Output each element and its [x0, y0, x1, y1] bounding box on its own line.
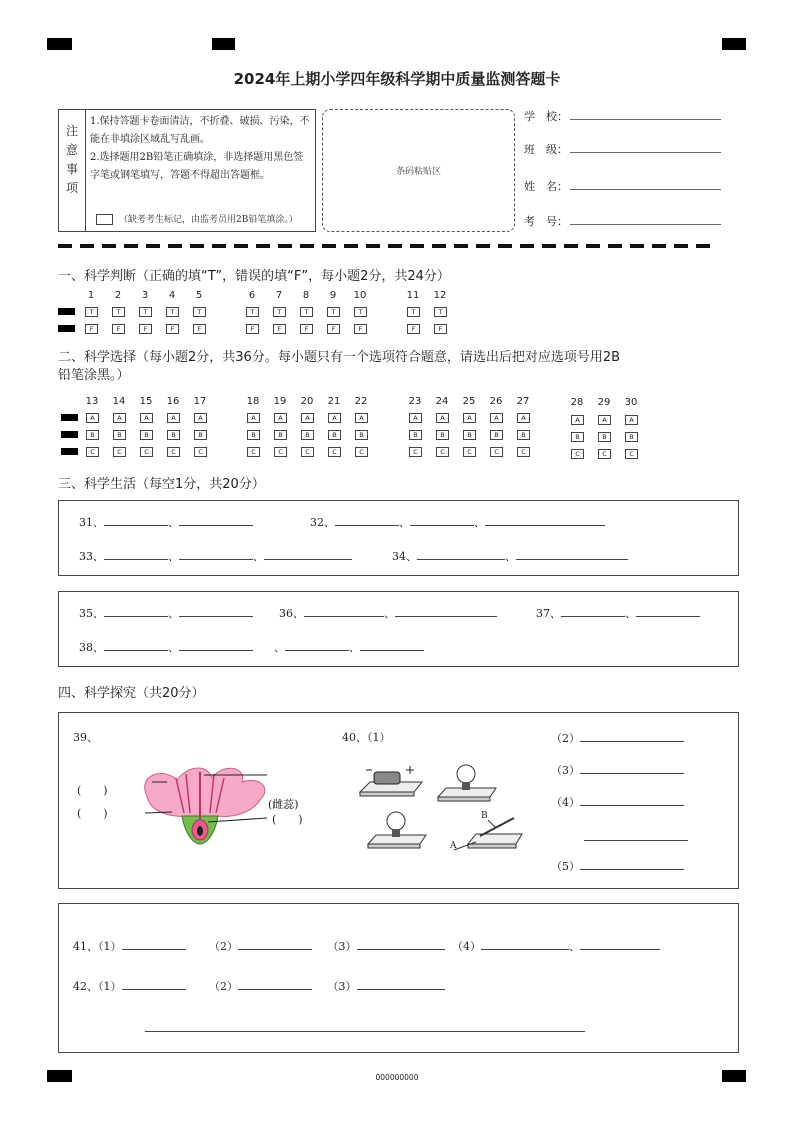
- question-number: 7: [275, 290, 283, 301]
- answer-blank[interactable]: [481, 938, 569, 950]
- option-bubble-f[interactable]: F: [139, 324, 152, 334]
- q41-label: 41、（1）: [73, 940, 122, 953]
- option-bubble-b[interactable]: B: [463, 430, 476, 440]
- separator: 、: [505, 550, 516, 563]
- part-label: （3）: [327, 940, 357, 953]
- option-bubble-c[interactable]: C: [247, 447, 260, 457]
- bulb-icon: [438, 765, 496, 801]
- section-3-title: 三、科学生活（每空1分，共20分）: [58, 477, 265, 492]
- part-label: （2）: [551, 732, 580, 745]
- name-field[interactable]: [524, 178, 568, 194]
- option-bubble-b[interactable]: B: [598, 432, 611, 442]
- option-bubble-f[interactable]: F: [407, 324, 420, 334]
- option-bubble-a[interactable]: A: [247, 413, 260, 423]
- option-bubble-t[interactable]: T: [139, 307, 152, 317]
- option-bubble-c[interactable]: C: [409, 447, 422, 457]
- option-bubble-b[interactable]: B: [167, 430, 180, 440]
- barcode-label: 条码粘贴区: [395, 167, 441, 177]
- answer-blank[interactable]: [561, 605, 625, 617]
- q31-row: [79, 514, 253, 530]
- q34-row: [392, 548, 628, 564]
- row-timing-mark: [61, 448, 78, 455]
- answer-blank[interactable]: [179, 639, 253, 651]
- option-bubble-t[interactable]: T: [434, 307, 447, 317]
- option-bubble-a[interactable]: A: [436, 413, 449, 423]
- separator: 、: [474, 516, 485, 529]
- option-bubble-b[interactable]: B: [86, 430, 99, 440]
- question-number: 17: [193, 396, 207, 407]
- answer-blank[interactable]: [636, 605, 700, 617]
- option-bubble-b[interactable]: B: [355, 430, 368, 440]
- part-label: （5）: [551, 860, 580, 873]
- question-number: 5: [195, 290, 203, 301]
- timing-mark-top-right: [722, 38, 746, 50]
- row-timing-mark: [58, 325, 75, 332]
- answer-blank[interactable]: [179, 514, 253, 526]
- answer-blank[interactable]: [584, 840, 688, 841]
- question-number: 21: [327, 396, 341, 407]
- option-bubble-t[interactable]: T: [112, 307, 125, 317]
- separator: 、: [168, 641, 179, 654]
- answer-blank[interactable]: [104, 639, 168, 651]
- option-bubble-c[interactable]: C: [598, 449, 611, 459]
- switch-icon: [454, 818, 522, 850]
- option-bubble-b[interactable]: B: [517, 430, 530, 440]
- option-bubble-c[interactable]: C: [113, 447, 126, 457]
- question-number: 2: [114, 290, 122, 301]
- answer-blank[interactable]: [485, 514, 605, 526]
- question-number: 23: [408, 396, 422, 407]
- cut-line: [58, 244, 718, 248]
- option-bubble-a[interactable]: A: [598, 415, 611, 425]
- part-label: （2）: [209, 980, 238, 993]
- pistil-label: (雌蕊): [268, 798, 299, 811]
- question-number: 18: [246, 396, 260, 407]
- option-bubble-c[interactable]: C: [86, 447, 99, 457]
- question-number: 22: [354, 396, 368, 407]
- answer-blank[interactable]: [122, 938, 186, 950]
- answer-blank[interactable]: [357, 978, 445, 990]
- q36-row: [279, 605, 497, 621]
- answer-blank[interactable]: [410, 514, 474, 526]
- page-title: 2024年上期小学四年级科学期中质量监测答题卡: [233, 70, 561, 88]
- section-2-title: [58, 349, 728, 385]
- option-bubble-a[interactable]: A: [274, 413, 287, 423]
- option-bubble-a[interactable]: A: [328, 413, 341, 423]
- option-bubble-f[interactable]: F: [273, 324, 286, 334]
- field-label: 考 号：: [524, 215, 568, 228]
- answer-blank[interactable]: [580, 938, 660, 950]
- answer-blank[interactable]: [304, 605, 384, 617]
- notice-item: 1.保持答题卡卷面清洁，不折叠、破损、污染，不能在非填涂区域乱写乱画。: [90, 116, 310, 145]
- absent-mark-box[interactable]: [96, 214, 113, 225]
- part-label: （4）: [452, 940, 481, 953]
- question-number: 12: [433, 290, 447, 301]
- separator: 、: [399, 516, 410, 529]
- part-label: （2）: [209, 940, 238, 953]
- option-bubble-t[interactable]: T: [166, 307, 179, 317]
- q38-row: [79, 639, 424, 655]
- part-label: （3）: [327, 980, 357, 993]
- option-bubble-b[interactable]: B: [194, 430, 207, 440]
- q40-part-2: [551, 730, 684, 746]
- option-bubble-t[interactable]: T: [354, 307, 367, 317]
- answer-blank[interactable]: [179, 548, 253, 560]
- option-bubble-t[interactable]: T: [246, 307, 259, 317]
- separator: 、: [168, 550, 179, 563]
- answer-blank[interactable]: [580, 762, 684, 774]
- option-bubble-f[interactable]: F: [327, 324, 340, 334]
- notice-box: [58, 109, 316, 232]
- question-number: 30: [624, 397, 638, 408]
- option-bubble-c[interactable]: C: [274, 447, 287, 457]
- exam-number-field[interactable]: [524, 213, 568, 229]
- row-timing-mark: [61, 431, 78, 438]
- answer-blank[interactable]: [104, 548, 168, 560]
- life-box-2: [58, 591, 739, 667]
- life-box-1: [58, 500, 739, 576]
- option-bubble-a[interactable]: A: [167, 413, 180, 423]
- flower-blank-3[interactable]: ( ): [272, 813, 303, 826]
- question-number: 8: [302, 290, 310, 301]
- notice-label-char: 注: [65, 124, 78, 138]
- option-bubble-t[interactable]: T: [327, 307, 340, 317]
- question-number: 24: [435, 396, 449, 407]
- option-bubble-a[interactable]: A: [409, 413, 422, 423]
- answer-blank[interactable]: [122, 978, 186, 990]
- q40-part-4: [551, 794, 684, 810]
- q42-row: [73, 978, 445, 994]
- option-bubble-a[interactable]: A: [571, 415, 584, 425]
- question-number: 28: [570, 397, 584, 408]
- question-number: 27: [516, 396, 530, 407]
- question-number: 3: [141, 290, 149, 301]
- question-number: 1: [87, 290, 95, 301]
- question-number: 26: [489, 396, 503, 407]
- switch-label-a: A: [450, 841, 457, 851]
- option-bubble-t[interactable]: T: [193, 307, 206, 317]
- separator: 、: [168, 607, 179, 620]
- q42-label: 42、（1）: [73, 980, 122, 993]
- notice-item: 2.选择题用2B铅笔正确填涂，非选择题用黑色签字笔或钢笔填写，答题不得超出答题框。: [90, 152, 304, 181]
- option-bubble-b[interactable]: B: [490, 430, 503, 440]
- section-1-title: 一、科学判断（正确的填“T”，错误的填“F”，每小题2分，共24分）: [58, 269, 450, 284]
- q33-label: 33、: [79, 550, 104, 563]
- option-bubble-c[interactable]: C: [355, 447, 368, 457]
- option-bubble-f[interactable]: F: [166, 324, 179, 334]
- notice-text: [90, 113, 312, 185]
- separator: 、: [384, 607, 395, 620]
- option-bubble-a[interactable]: A: [194, 413, 207, 423]
- option-bubble-f[interactable]: F: [354, 324, 367, 334]
- absent-note: （缺考考生标记，由监考员用2B铅笔填涂。）: [119, 215, 298, 225]
- section-2-line: 二、科学选择（每小题2分，共36分。每小题只有一个选项符合题意，请选出后把对应选项号用2B: [58, 350, 621, 365]
- notice-label-char: 项: [65, 181, 78, 195]
- part-label: （4）: [551, 796, 580, 809]
- field-label: 学 校：: [524, 110, 568, 123]
- option-bubble-c[interactable]: C: [167, 447, 180, 457]
- barcode-area: [322, 109, 515, 232]
- option-bubble-t[interactable]: T: [273, 307, 286, 317]
- ovule-shape: [197, 826, 203, 836]
- answer-blank[interactable]: [145, 1031, 585, 1032]
- option-bubble-a[interactable]: A: [301, 413, 314, 423]
- footer-code: 000000000: [375, 1073, 419, 1082]
- option-bubble-b[interactable]: B: [625, 432, 638, 442]
- option-bubble-f[interactable]: F: [246, 324, 259, 334]
- q36-label: 36、: [279, 607, 304, 620]
- option-bubble-b[interactable]: B: [301, 430, 314, 440]
- option-bubble-b[interactable]: B: [328, 430, 341, 440]
- answer-blank[interactable]: [395, 605, 497, 617]
- question-number: 15: [139, 396, 153, 407]
- answer-blank[interactable]: [417, 548, 505, 560]
- option-bubble-b[interactable]: B: [409, 430, 422, 440]
- answer-blank[interactable]: [580, 858, 684, 870]
- option-bubble-c[interactable]: C: [436, 447, 449, 457]
- question-number: 13: [85, 396, 99, 407]
- option-bubble-a[interactable]: A: [463, 413, 476, 423]
- option-bubble-a[interactable]: A: [490, 413, 503, 423]
- option-bubble-t[interactable]: T: [85, 307, 98, 317]
- option-bubble-a[interactable]: A: [355, 413, 368, 423]
- option-bubble-t[interactable]: T: [407, 307, 420, 317]
- q41-row: [73, 938, 660, 954]
- notice-label-char: 意: [65, 143, 78, 157]
- separator: 、: [253, 550, 264, 563]
- answer-blank[interactable]: [104, 514, 168, 526]
- separator: 、: [569, 940, 580, 953]
- answer-blank[interactable]: [580, 730, 684, 742]
- option-bubble-b[interactable]: B: [247, 430, 260, 440]
- option-bubble-c[interactable]: C: [463, 447, 476, 457]
- q31-label: 31、: [79, 516, 104, 529]
- circuit-components: [356, 762, 536, 857]
- answer-blank[interactable]: [179, 605, 253, 617]
- q40-part-5: [551, 858, 684, 874]
- answer-blank[interactable]: [335, 514, 399, 526]
- question-number: 16: [166, 396, 180, 407]
- answer-blank[interactable]: [516, 548, 628, 560]
- timing-mark-top-left: [47, 38, 72, 50]
- timing-mark-top-center: [212, 38, 235, 50]
- part-label: （3）: [551, 764, 580, 777]
- q35-label: 35、: [79, 607, 104, 620]
- option-bubble-f[interactable]: F: [193, 324, 206, 334]
- answer-blank[interactable]: [285, 639, 349, 651]
- option-bubble-c[interactable]: C: [194, 447, 207, 457]
- question-number: 11: [406, 290, 420, 301]
- q37-label: 37、: [536, 607, 561, 620]
- q37-row: [536, 605, 700, 621]
- bulb-icon: [368, 812, 426, 848]
- option-bubble-t[interactable]: T: [300, 307, 313, 317]
- q32-label: 32、: [310, 516, 335, 529]
- notice-label: [59, 110, 86, 231]
- option-bubble-f[interactable]: F: [112, 324, 125, 334]
- separator: 、: [349, 641, 360, 654]
- answer-blank[interactable]: [357, 938, 445, 950]
- answer-blank[interactable]: [104, 605, 168, 617]
- option-bubble-c[interactable]: C: [625, 449, 638, 459]
- separator: 、: [625, 607, 636, 620]
- option-bubble-f[interactable]: F: [434, 324, 447, 334]
- option-bubble-a[interactable]: A: [113, 413, 126, 423]
- row-timing-mark: [61, 414, 78, 421]
- q35-row: [79, 605, 253, 621]
- answer-blank[interactable]: [360, 639, 424, 651]
- question-number: 14: [112, 396, 126, 407]
- option-bubble-c[interactable]: C: [517, 447, 530, 457]
- option-bubble-a[interactable]: A: [625, 415, 638, 425]
- flower-blank-1[interactable]: ( ): [77, 784, 108, 797]
- option-bubble-a[interactable]: A: [517, 413, 530, 423]
- option-bubble-b[interactable]: B: [113, 430, 126, 440]
- row-timing-mark: [58, 308, 75, 315]
- answer-blank[interactable]: [238, 978, 312, 990]
- option-bubble-c[interactable]: C: [328, 447, 341, 457]
- option-bubble-c[interactable]: C: [571, 449, 584, 459]
- option-bubble-c[interactable]: C: [140, 447, 153, 457]
- flower-blank-2[interactable]: ( ): [77, 807, 108, 820]
- question-number: 6: [248, 290, 256, 301]
- battery-holder-icon: [360, 766, 422, 796]
- school-field[interactable]: [524, 108, 568, 124]
- option-bubble-a[interactable]: A: [86, 413, 99, 423]
- section-2-line: 铅笔涂黑。）: [58, 368, 130, 383]
- separator: 、: [274, 641, 285, 654]
- q38-label: 38、: [79, 641, 104, 654]
- field-label: 班 级：: [524, 143, 568, 156]
- option-bubble-f[interactable]: F: [300, 324, 313, 334]
- q32-row: [310, 514, 605, 530]
- switch-label-b: B: [481, 811, 488, 821]
- answer-blank[interactable]: [264, 548, 352, 560]
- question-number: 20: [300, 396, 314, 407]
- answer-blank[interactable]: [580, 794, 684, 806]
- option-bubble-c[interactable]: C: [301, 447, 314, 457]
- option-bubble-a[interactable]: A: [140, 413, 153, 423]
- option-bubble-c[interactable]: C: [490, 447, 503, 457]
- q39-label: 39、: [73, 731, 98, 744]
- q34-label: 34、: [392, 550, 417, 563]
- question-number: 4: [168, 290, 176, 301]
- option-bubble-b[interactable]: B: [571, 432, 584, 442]
- section-4-title: 四、科学探究（共20分）: [58, 686, 205, 701]
- separator: 、: [168, 516, 179, 529]
- option-bubble-b[interactable]: B: [140, 430, 153, 440]
- field-label: 姓 名：: [524, 180, 568, 193]
- option-bubble-b[interactable]: B: [274, 430, 287, 440]
- question-number: 19: [273, 396, 287, 407]
- option-bubble-f[interactable]: F: [85, 324, 98, 334]
- class-field[interactable]: [524, 141, 568, 157]
- absent-mark-row: [96, 212, 298, 225]
- question-number: 25: [462, 396, 476, 407]
- q40-part-3: [551, 762, 684, 778]
- q40-label: 40、（1）: [342, 731, 391, 744]
- q33-row: [79, 548, 352, 564]
- question-number: 10: [353, 290, 367, 301]
- question-number: 29: [597, 397, 611, 408]
- option-bubble-b[interactable]: B: [436, 430, 449, 440]
- answer-blank[interactable]: [238, 938, 312, 950]
- notice-label-char: 事: [65, 162, 78, 176]
- question-number: 9: [329, 290, 337, 301]
